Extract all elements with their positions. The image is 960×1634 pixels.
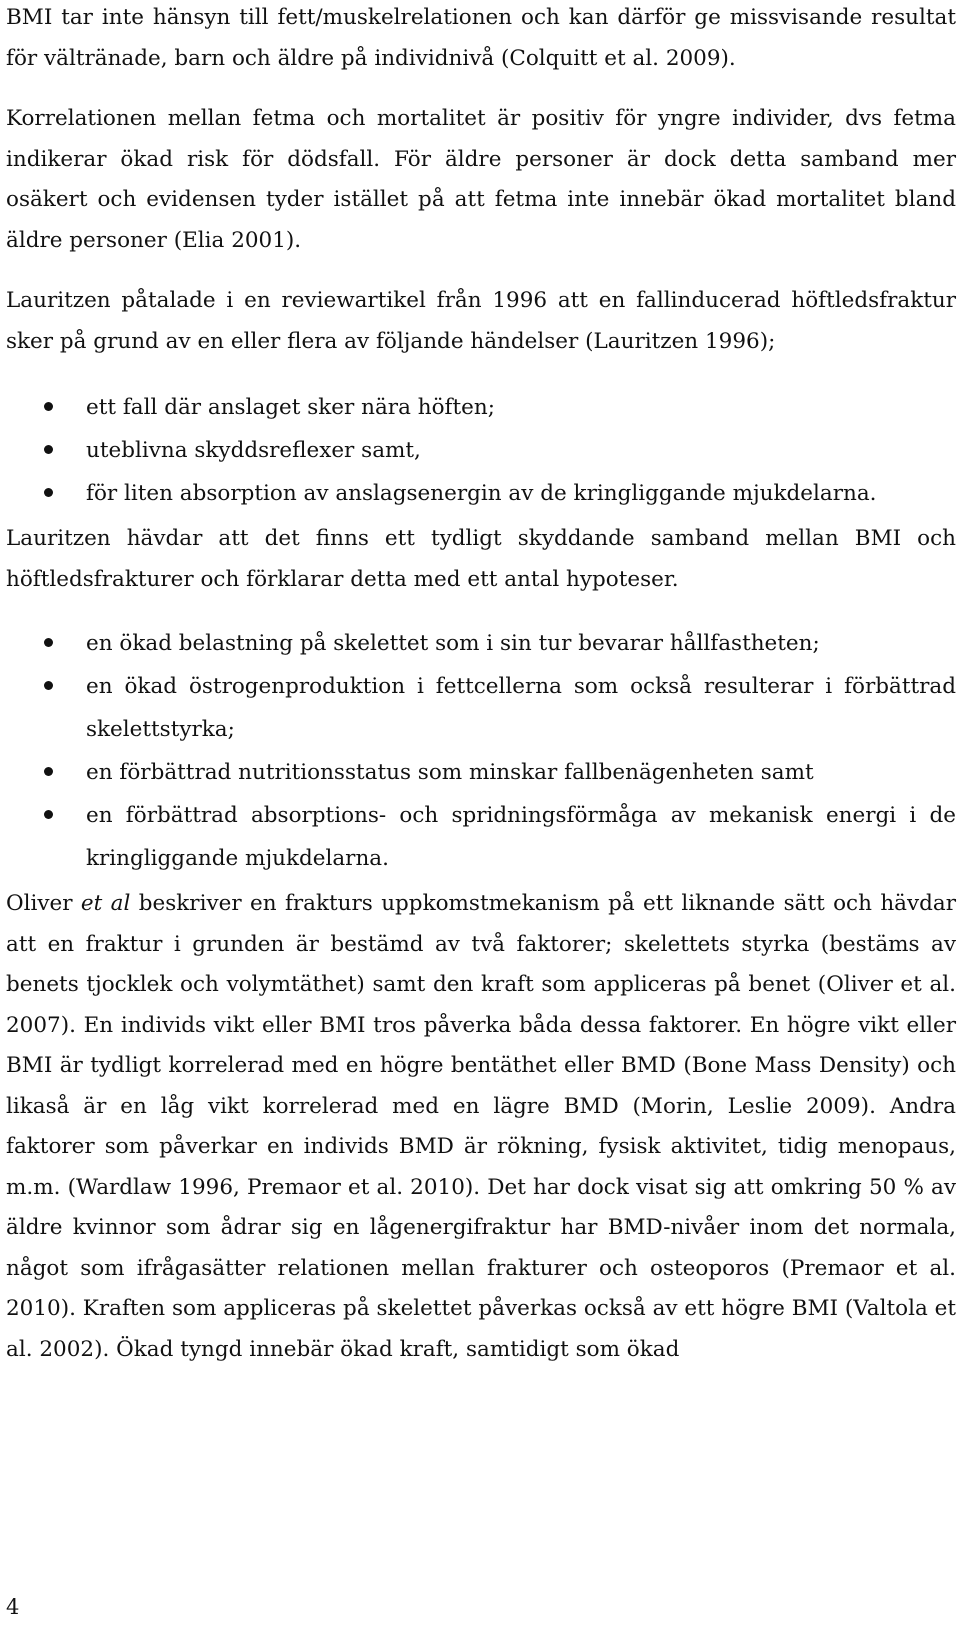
list-item-text: för liten absorption av anslagsenergin av de kringliggande mjukdelarna. [86, 481, 877, 506]
list-item-text: ett fall där anslaget sker nära höften; [86, 395, 495, 420]
paragraph-oliver-mechanism [6, 884, 956, 1370]
list-item [6, 622, 956, 665]
list-item [6, 665, 956, 751]
list-item-text: uteblivna skyddsreflexer samt, [86, 438, 421, 463]
fall-events-list [6, 386, 956, 515]
list-item [6, 429, 956, 472]
bullet-icon [44, 767, 53, 776]
list-item-text: en ökad belastning på skelettet som i sin tur bevarar hållfastheten; [86, 631, 820, 656]
et-al-italic: et al [80, 891, 131, 916]
paragraph-bmi-limitations: BMI tar inte hänsyn till fett/muskelrelationen och kan därför ge missvisande resultat för vältränade, barn och äldre på individnivå (Colquitt et al. 2009). [6, 5, 956, 71]
bullet-icon [44, 810, 53, 819]
bullet-icon [44, 402, 53, 411]
paragraph-body: beskriver en frakturs uppkomstmekanism på ett liknande sätt och hävdar att en fraktur i grunden är bestämd av två faktorer; skelettets styrka (bestäms av benets tjocklek och volymtäthet) samt den kraft som appliceras på benet (Oliver et al. 2007). En individs vikt eller BMI tros påverka båda dessa faktorer. En högre vikt eller BMI är tydligt korrelerad med en högre bentäthet eller BMD (Bone Mass Density) och likaså är en låg vikt korrelerad med en lägre BMD (Morin, Leslie 2009). Andra faktorer som påverkar en individs BMD är rökning, fysisk aktivitet, tidig menopaus, m.m. (Wardlaw 1996, Premaor et al. 2010). Det har dock visat sig att omkring 50 % av äldre kvinnor som ådrar sig en lågenergifraktur har BMD-nivåer inom det normala, något som ifrågasätter relationen mellan frakturer och osteoporos (Premaor et al. 2010). Kraften som appliceras på skelettet påverkas också av ett högre BMI (Valtola et al. 2002). Ökad tyngd innebär ökad kraft, samtidigt som ökad [6, 891, 956, 1362]
list-item-text: en förbättrad absorptions- och spridningsförmåga av mekanisk energi i de kringliggande mjukdelarna. [86, 803, 956, 871]
list-item-text: en förbättrad nutritionsstatus som minskar fallbenägenheten samt [86, 760, 814, 785]
bullet-icon [44, 488, 53, 497]
author-name: Oliver [6, 891, 73, 916]
paragraph-lauritzen-review: Lauritzen påtalade i en reviewartikel från 1996 att en fallinducerad höftledsfraktur sker på grund av en eller flera av följande händelser (Lauritzen 1996); [6, 288, 956, 354]
list-item [6, 386, 956, 429]
bullet-icon [44, 445, 53, 454]
paragraph-obesity-mortality: Korrelationen mellan fetma och mortalitet är positiv för yngre individer, dvs fetma indikerar ökad risk för dödsfall. För äldre personer är dock detta samband mer osäkert och evidensen tyder istället på att fetma inte innebär ökad mortalitet bland äldre personer (Elia 2001). [6, 106, 956, 253]
list-item [6, 472, 956, 515]
bullet-icon [44, 638, 53, 647]
paragraph-lauritzen-hypotheses: Lauritzen hävdar att det finns ett tydligt skyddande samband mellan BMI och höftledsfrakturer och förklarar detta med ett antal hypoteser. [6, 526, 956, 592]
list-item [6, 794, 956, 880]
page-number: 4 [6, 1595, 20, 1619]
list-item [6, 751, 956, 794]
bullet-icon [44, 681, 53, 690]
list-item-text: en ökad östrogenproduktion i fettcellerna som också resulterar i förbättrad skelettstyrka; [86, 674, 956, 742]
hypotheses-list [6, 622, 956, 880]
document-page [6, 0, 956, 1370]
